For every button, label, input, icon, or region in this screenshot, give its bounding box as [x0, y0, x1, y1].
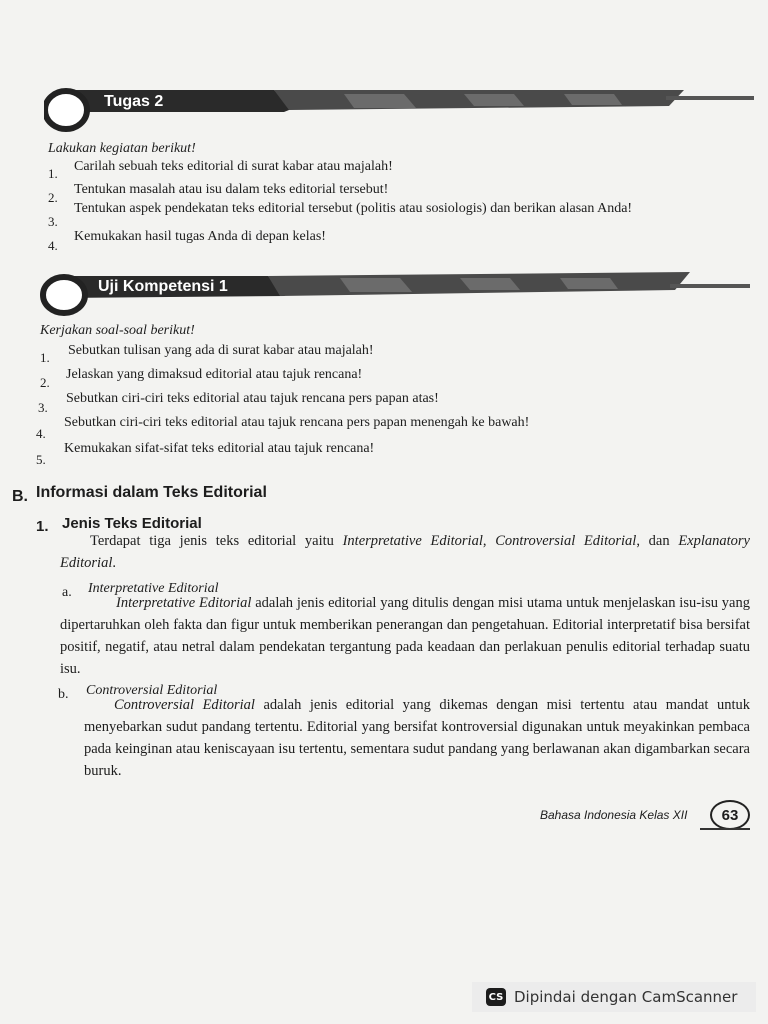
uji-banner	[40, 270, 760, 316]
term-controversial: Controversial Editorial	[114, 697, 255, 713]
item-a-paragraph	[60, 592, 750, 680]
footer-rule	[700, 828, 750, 830]
item-b-label: b.	[58, 687, 69, 702]
intro-text: .	[112, 555, 116, 571]
tugas-instruction: Lakukan kegiatan berikut!	[48, 141, 196, 156]
term-explanatory: Explanatory Editorial	[60, 533, 750, 571]
item-text: Jelaskan yang dimaksud editorial atau tajuk rencana!	[66, 367, 363, 382]
intro-paragraph	[60, 530, 750, 574]
item-text: Carilah sebuah teks editorial di surat kabar atau majalah!	[74, 159, 393, 174]
paragraph-text: adalah jenis editorial yang dikemas dengan misi tertentu atau mandat untuk menyebarkan sudut pandang tertentu. Editorial yang bersifat kontroversial digunakan untuk meyakinkan pembaca pada keinginan atau keniscayaan isu tertentu, sementara sudut pandang yang berlawanan akan digambarkan secara buruk.	[84, 697, 750, 779]
item-number: 5.	[36, 452, 46, 467]
item-text: Tentukan aspek pendekatan teks editorial tersebut (politis atau sosiologis) dan berikan alasan Anda!	[74, 201, 633, 216]
book-title: Bahasa Indonesia Kelas XII	[540, 808, 688, 822]
item-number: 3.	[48, 214, 58, 229]
term-interpretative: Interpretative Editorial	[116, 595, 252, 611]
item-number: 4.	[36, 426, 46, 441]
intro-text: Terdapat tiga jenis teks editorial yaitu	[90, 533, 343, 549]
camscanner-watermark	[472, 982, 756, 1012]
item-number: 2.	[48, 190, 58, 205]
term-interpretative: Interpretative Editorial	[342, 533, 483, 549]
item-text: Tentukan masalah atau isu dalam teks editorial tersebut!	[74, 182, 389, 197]
item-number: 1.	[40, 350, 50, 365]
item-b-paragraph	[84, 694, 750, 782]
paragraph-text: adalah jenis editorial yang ditulis dengan misi utama untuk menjelaskan isu-isu yang dipertaruhkan oleh fakta dan figur untuk memberikan penerangan dan pengetahuan. Editorial interpretatif bisa bersifat positif, negatif, atau netral dalam pendekatan tergantung pada keadaan dan perlakuan penulis editorial terhadap suatu isu.	[60, 595, 750, 677]
camscanner-logo-icon: CS	[486, 988, 506, 1006]
intro-text: , dan	[636, 533, 670, 549]
uji-instruction: Kerjakan soal-soal berikut!	[40, 323, 195, 338]
item-text: Sebutkan ciri-ciri teks editorial atau tajuk rencana pers papan atas!	[66, 391, 439, 406]
term-controversial: Controversial Editorial	[495, 533, 637, 549]
intro-text: ,	[482, 533, 496, 549]
item-b-title: Controversial Editorial	[86, 683, 218, 698]
item-number: 2.	[40, 375, 50, 390]
section-b-title: Informasi dalam Teks Editorial	[36, 484, 267, 501]
item-text: Sebutkan tulisan yang ada di surat kabar atau majalah!	[68, 343, 374, 358]
item-number: 1.	[48, 166, 58, 181]
subsection-title: Jenis Teks Editorial	[62, 515, 202, 532]
item-text: Sebutkan ciri-ciri teks editorial atau tajuk rencana pers papan menengah ke bawah!	[64, 415, 530, 430]
tugas-banner	[44, 86, 764, 132]
item-a-label: a.	[62, 585, 72, 600]
subsection-number: 1.	[36, 518, 49, 535]
item-number: 3.	[38, 400, 48, 415]
page-number: 63	[710, 800, 750, 830]
item-a-title: Interpretative Editorial	[88, 581, 219, 596]
item-number: 4.	[48, 238, 58, 253]
item-text: Kemukakan hasil tugas Anda di depan kelas!	[74, 229, 326, 244]
watermark-text: Dipindai dengan CamScanner	[514, 988, 738, 1006]
uji-title: Uji Kompetensi 1	[98, 278, 228, 295]
section-b-label: B.	[12, 488, 28, 505]
item-text: Kemukakan sifat-sifat teks editorial atau tajuk rencana!	[64, 441, 375, 456]
tugas-title: Tugas 2	[104, 93, 164, 110]
